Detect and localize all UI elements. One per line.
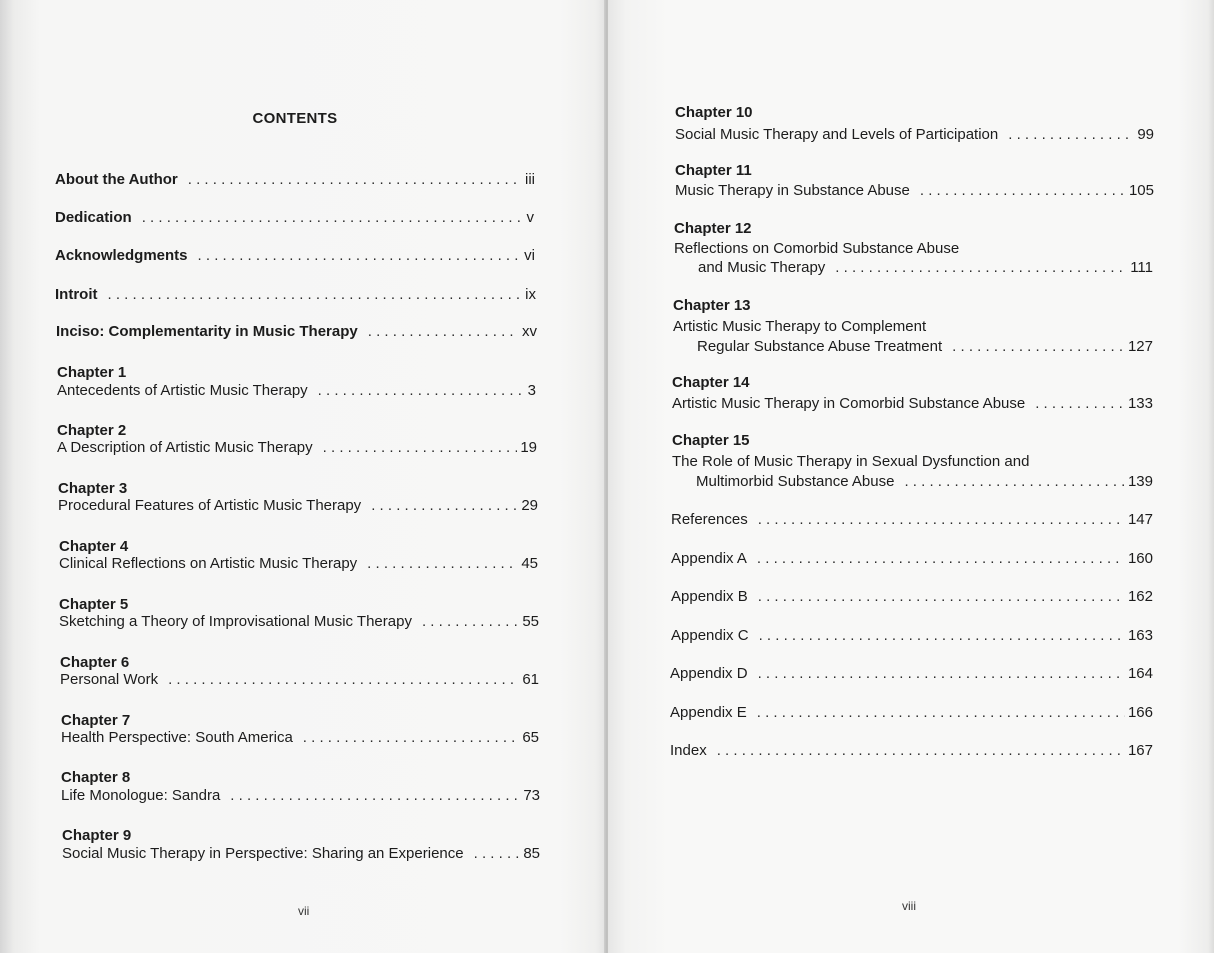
toc-entry-label: Sketching a Theory of Improvisational Music Therapy xyxy=(59,613,412,630)
toc-entry-chapter-5 xyxy=(59,613,539,630)
toc-entry-label: Appendix E xyxy=(670,704,747,721)
toc-entry-label: and Music Therapy xyxy=(698,259,826,276)
dot-leader xyxy=(758,665,1125,682)
toc-entry-page: 29 xyxy=(521,497,538,514)
dot-leader xyxy=(188,171,522,188)
dot-leader xyxy=(717,742,1125,759)
toc-entry-acknowledgments xyxy=(55,247,535,264)
left-page xyxy=(0,0,606,953)
dot-leader xyxy=(323,439,518,456)
toc-entry-chapter-12 xyxy=(698,259,1153,276)
toc-entry-label: About the Author xyxy=(55,171,178,188)
page-number: vii xyxy=(298,904,310,918)
chapter-heading: Chapter 2 xyxy=(57,422,127,439)
toc-entry-references xyxy=(671,511,1153,528)
dot-leader xyxy=(758,511,1125,528)
dot-leader xyxy=(835,259,1127,276)
toc-entry-chapter-10 xyxy=(675,126,1154,143)
toc-entry-page: 19 xyxy=(520,439,537,456)
dot-leader xyxy=(920,182,1126,199)
toc-entry-page: iii xyxy=(525,171,535,188)
page-number: viii xyxy=(902,899,916,913)
toc-entry-page: 99 xyxy=(1137,126,1154,143)
toc-entry-label: Social Music Therapy and Levels of Participation xyxy=(675,126,999,143)
toc-entry-page: 105 xyxy=(1128,182,1154,199)
toc-entry-chapter-1 xyxy=(57,382,536,399)
toc-entry-label: Social Music Therapy in Perspective: Sharing an Experience xyxy=(62,845,464,862)
toc-entry-page: xv xyxy=(522,323,537,340)
toc-entry-label: Regular Substance Abuse Treatment xyxy=(697,338,943,355)
toc-entry-label: References xyxy=(671,511,748,528)
toc-entry-chapter-6 xyxy=(60,671,539,688)
dot-leader xyxy=(168,671,519,688)
toc-entry-label: Life Monologue: Sandra xyxy=(61,787,221,804)
toc-entry-page: 167 xyxy=(1127,742,1153,759)
dot-leader xyxy=(303,729,520,746)
toc-entry-appendix-e xyxy=(670,704,1153,721)
toc-entry-dedication xyxy=(55,209,534,226)
toc-entry-appendix-a xyxy=(671,550,1153,567)
dot-leader xyxy=(198,247,522,264)
chapter-heading: Chapter 14 xyxy=(672,374,750,391)
toc-entry-label: A Description of Artistic Music Therapy xyxy=(57,439,313,456)
toc-entry-index xyxy=(670,742,1153,759)
dot-leader xyxy=(142,209,524,226)
chapter-heading: Chapter 1 xyxy=(57,364,127,381)
dot-leader xyxy=(952,338,1125,355)
chapter-heading: Chapter 10 xyxy=(675,104,753,121)
dot-leader xyxy=(371,497,518,514)
toc-entry-appendix-d xyxy=(670,665,1153,682)
toc-entry-introit xyxy=(55,286,536,303)
toc-entry-page: 127 xyxy=(1127,338,1153,355)
toc-entry-page: 164 xyxy=(1127,665,1153,682)
chapter-heading: Chapter 8 xyxy=(61,769,131,786)
toc-entry-label: Clinical Reflections on Artistic Music Therapy xyxy=(59,555,358,572)
toc-entry-page: ix xyxy=(525,286,536,303)
toc-entry-label: Appendix C xyxy=(671,627,749,644)
toc-entry-chapter-15 xyxy=(696,473,1153,490)
dot-leader xyxy=(367,555,518,572)
toc-entry-label: Inciso: Complementarity in Music Therapy xyxy=(56,323,358,340)
chapter-heading: Chapter 15 xyxy=(672,432,750,449)
dot-leader xyxy=(422,613,519,630)
toc-entry-appendix-b xyxy=(671,588,1153,605)
chapter-heading: Chapter 13 xyxy=(673,297,751,314)
toc-entry-chapter-9 xyxy=(62,845,540,862)
toc-entry-page: vi xyxy=(524,247,535,264)
toc-entry-label: Personal Work xyxy=(60,671,159,688)
dot-leader xyxy=(474,845,521,862)
toc-entry-page: 111 xyxy=(1130,259,1153,276)
toc-entry-label: Index xyxy=(670,742,707,759)
toc-entry-label: Artistic Music Therapy in Comorbid Substance Abuse xyxy=(672,395,1026,412)
toc-entry-label: Appendix D xyxy=(670,665,748,682)
toc-entry-chapter-13 xyxy=(697,338,1153,355)
toc-entry-page: 166 xyxy=(1127,704,1153,721)
dot-leader xyxy=(757,550,1125,567)
toc-entry-page: 162 xyxy=(1127,588,1153,605)
chapter-heading: Chapter 12 xyxy=(674,220,752,237)
toc-entry-label: Dedication xyxy=(55,209,132,226)
chapter-heading: Chapter 11 xyxy=(675,162,752,179)
dot-leader xyxy=(1035,395,1125,412)
toc-entry-label: Introit xyxy=(55,286,98,303)
toc-entry-chapter-11 xyxy=(675,182,1154,199)
toc-entry-chapter-4 xyxy=(59,555,538,572)
toc-entry-page: 45 xyxy=(521,555,538,572)
chapter-heading: Chapter 4 xyxy=(59,538,129,555)
toc-entry-page: 3 xyxy=(527,382,536,399)
toc-entry-label: Antecedents of Artistic Music Therapy xyxy=(57,382,308,399)
chapter-heading: Chapter 9 xyxy=(62,827,132,844)
toc-entry-about-author xyxy=(55,171,535,188)
chapter-heading: Chapter 3 xyxy=(58,480,128,497)
toc-entry-title-line: Artistic Music Therapy to Complement xyxy=(673,318,927,335)
dot-leader xyxy=(759,627,1125,644)
dot-leader xyxy=(758,588,1125,605)
toc-entry-chapter-14 xyxy=(672,395,1153,412)
toc-entry-page: 139 xyxy=(1127,473,1153,490)
contents-title: CONTENTS xyxy=(252,110,338,127)
right-page xyxy=(608,0,1214,953)
toc-entry-page: 73 xyxy=(523,787,540,804)
toc-entry-chapter-3 xyxy=(58,497,538,514)
toc-entry-label: Appendix A xyxy=(671,550,747,567)
toc-entry-page: 133 xyxy=(1127,395,1153,412)
toc-entry-chapter-7 xyxy=(61,729,539,746)
dot-leader xyxy=(757,704,1125,721)
dot-leader xyxy=(904,473,1125,490)
toc-entry-label: Acknowledgments xyxy=(55,247,188,264)
toc-entry-label: Appendix B xyxy=(671,588,748,605)
toc-entry-title-line: Reflections on Comorbid Substance Abuse xyxy=(674,240,960,257)
dot-leader xyxy=(318,382,525,399)
dot-leader xyxy=(108,286,523,303)
toc-entry-label: Health Perspective: South America xyxy=(61,729,293,746)
chapter-heading: Chapter 6 xyxy=(60,654,130,671)
toc-entry-label: Music Therapy in Substance Abuse xyxy=(675,182,910,199)
chapter-heading: Chapter 7 xyxy=(61,712,131,729)
toc-entry-page: 55 xyxy=(522,613,539,630)
toc-entry-appendix-c xyxy=(671,627,1153,644)
toc-entry-inciso xyxy=(56,323,537,340)
toc-entry-page: 61 xyxy=(522,671,539,688)
toc-entry-chapter-2 xyxy=(57,439,537,456)
toc-entry-label: Multimorbid Substance Abuse xyxy=(696,473,895,490)
toc-entry-page: 147 xyxy=(1127,511,1153,528)
toc-entry-page: 65 xyxy=(522,729,539,746)
toc-entry-page: 85 xyxy=(523,845,540,862)
dot-leader xyxy=(368,323,519,340)
dot-leader xyxy=(230,787,520,804)
toc-entry-page: v xyxy=(526,209,534,226)
toc-entry-title-line: The Role of Music Therapy in Sexual Dysfunction and xyxy=(672,453,1030,470)
chapter-heading: Chapter 5 xyxy=(59,596,129,613)
toc-entry-chapter-8 xyxy=(61,787,540,804)
toc-entry-page: 163 xyxy=(1127,627,1153,644)
toc-entry-page: 160 xyxy=(1127,550,1153,567)
dot-leader xyxy=(1008,126,1134,143)
toc-entry-label: Procedural Features of Artistic Music Therapy xyxy=(58,497,362,514)
